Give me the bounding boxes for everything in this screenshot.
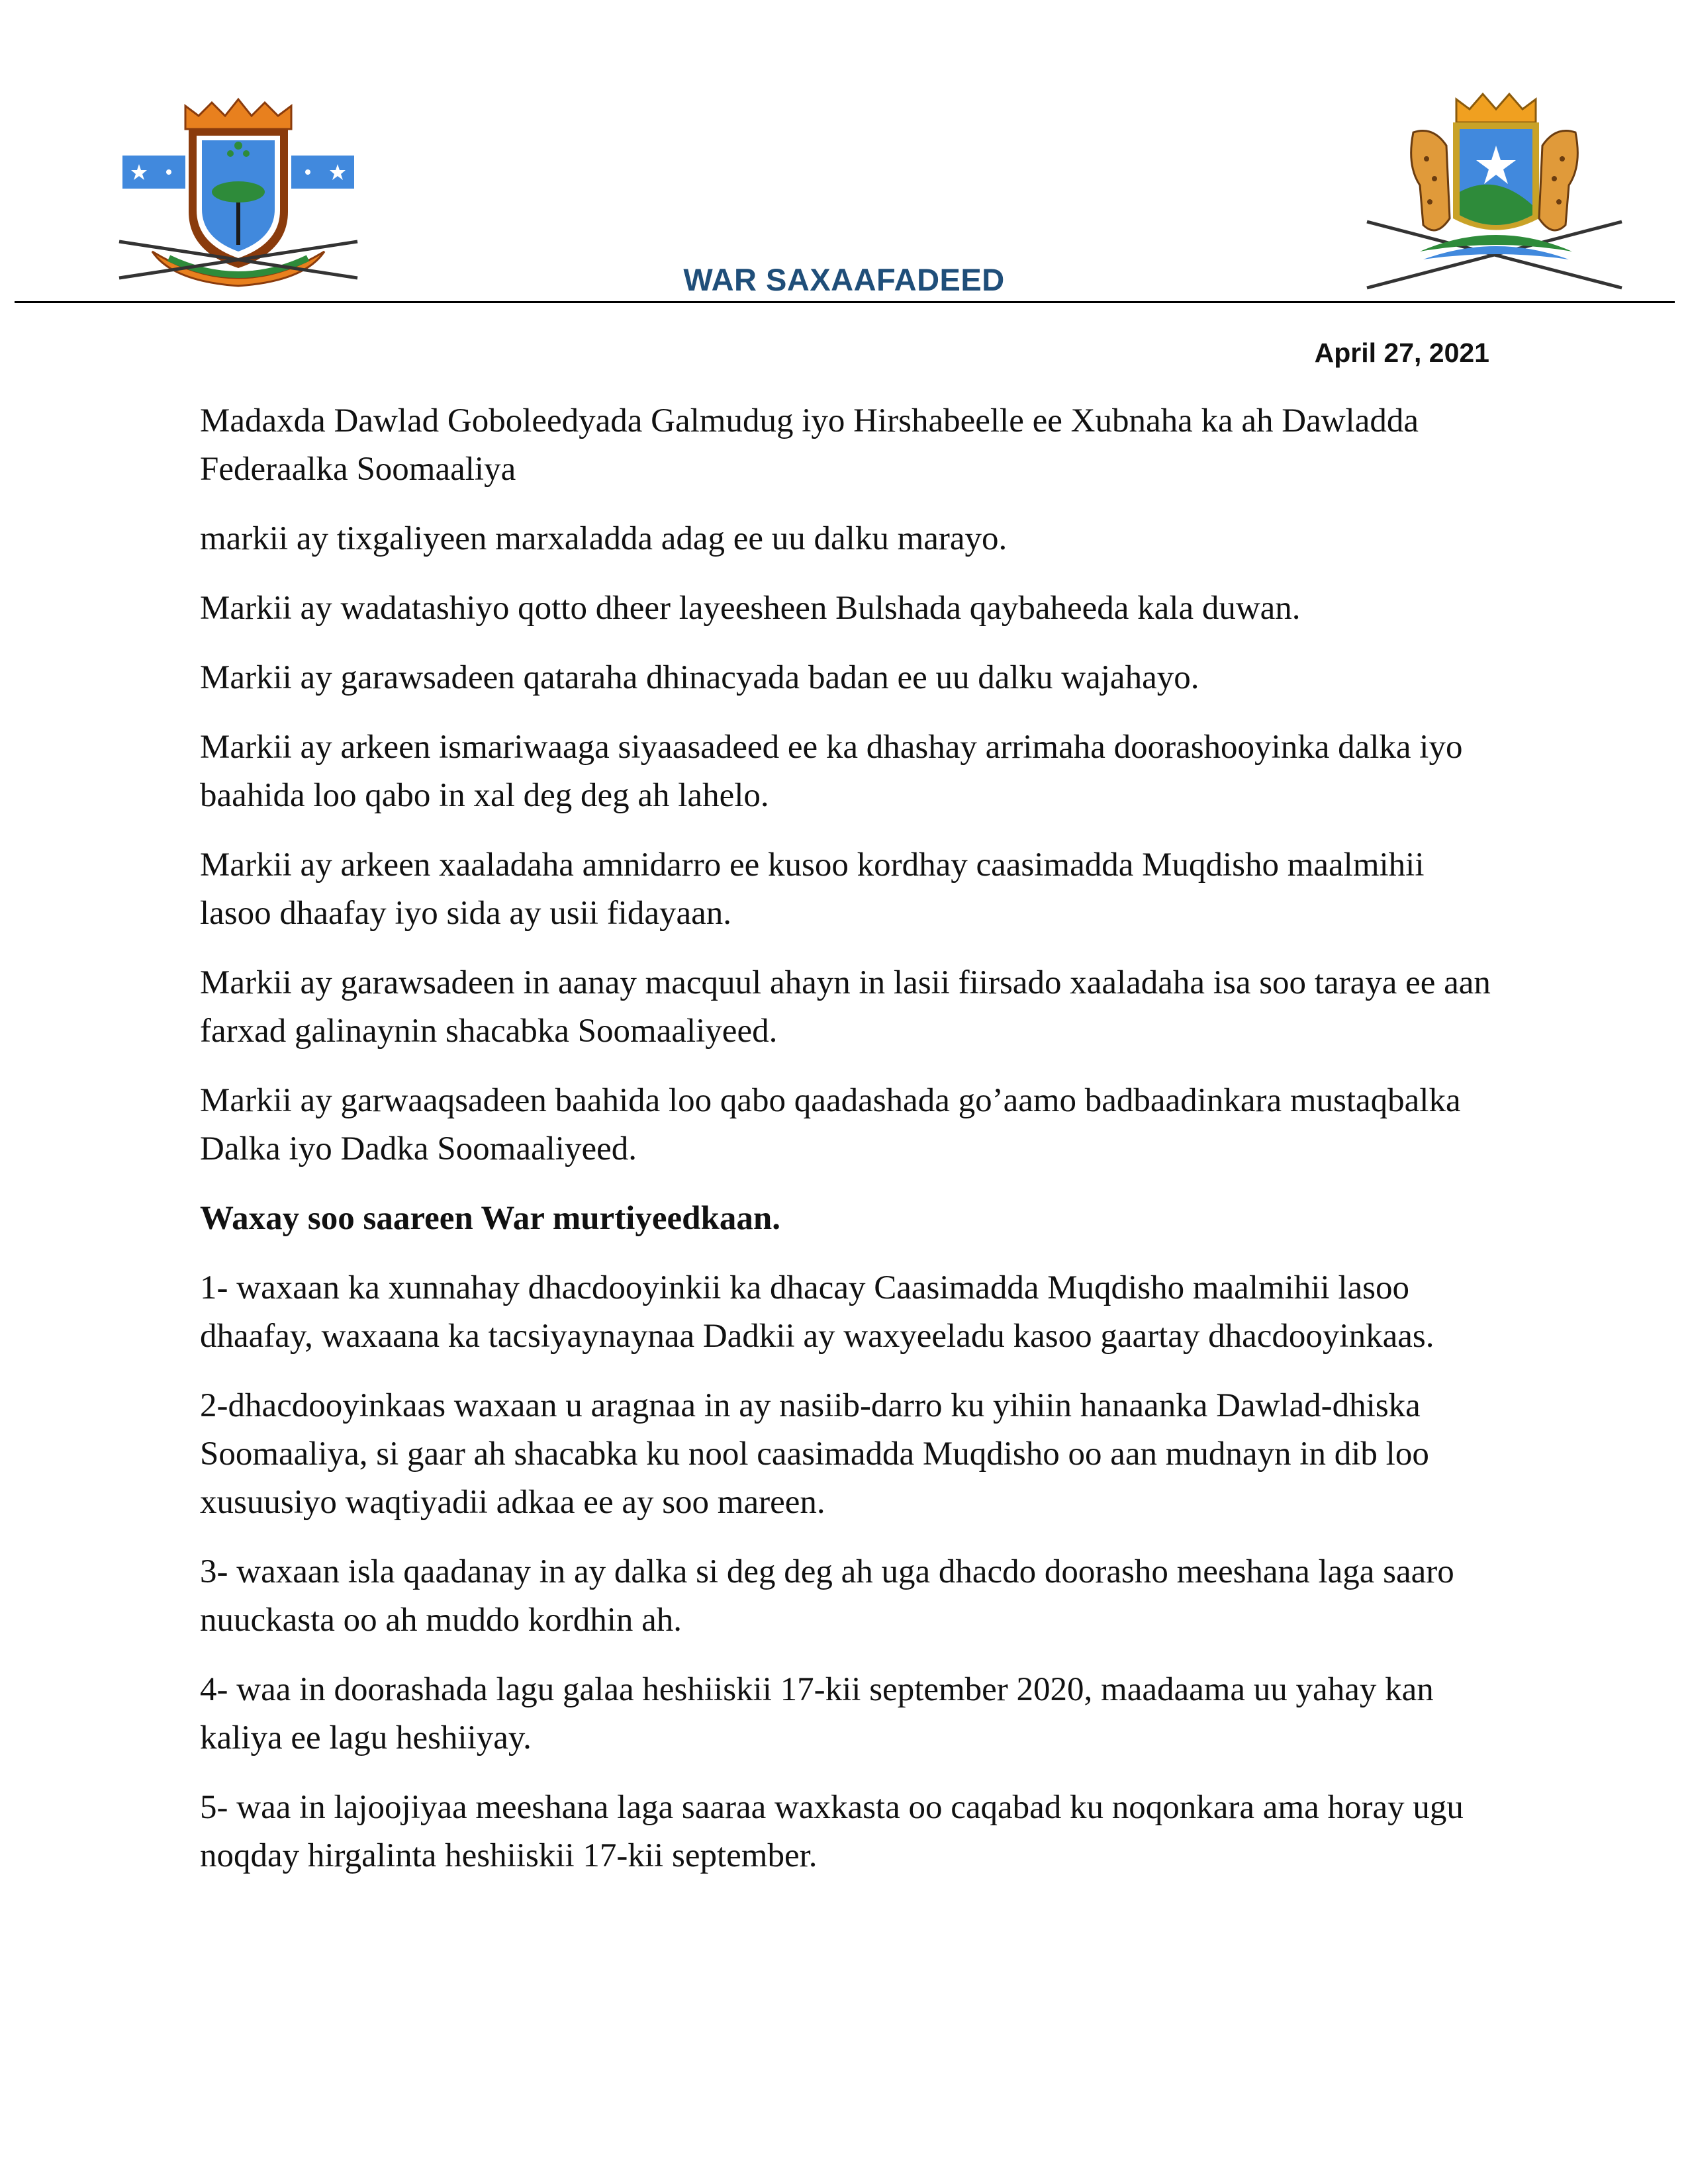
paragraph: Markii ay garawsadeen in aanay macquul ahayn in lasii fiirsado xaaladaha isa soo taraya ee aan farxad galinaynin shacabka Soomaaliyeed. bbox=[200, 964, 1491, 1050]
resolution-item: 5- waa in lajoojiyaa meeshana laga saaraa waxkasta oo caqabad ku noqonkara ama horay ugu noqday hirgalinta heshiiskii 17-kii september. bbox=[200, 1789, 1464, 1874]
paragraph: markii ay tixgaliyeen marxaladda adag ee uu dalku marayo. bbox=[200, 520, 1008, 557]
paragraph: Markii ay garwaaqsadeen baahida loo qabo qaadashada go’aamo badbaadinkara mustaqbalka Dalka iyo Dadka Soomaaliyeed. bbox=[200, 1082, 1461, 1167]
paragraph: Madaxda Dawlad Goboleedyada Galmudug iyo Hirshabeelle ee Xubnaha ka ah Dawladda Federaalka Soomaaliya bbox=[200, 402, 1419, 488]
document-title: WAR SAXAAFADEED bbox=[683, 262, 1005, 297]
paragraph: Markii ay arkeen xaaladaha amnidarro ee kusoo kordhay caasimadda Muqdisho maalmihii lasoo dhaafay iyo sida ay usii fidayaan. bbox=[200, 846, 1425, 932]
resolution-item: 3- waxaan isla qaadanay in ay dalka si deg deg ah uga dhacdo doorasho meeshana laga saaro nuuckasta oo ah muddo kordhin ah. bbox=[200, 1553, 1454, 1639]
document-body bbox=[200, 397, 1497, 1901]
resolution-item: 4- waa in doorashada lagu galaa heshiiskii 17-kii september 2020, maadaama uu yahay kan kaliya ee lagu heshiiyay. bbox=[200, 1671, 1434, 1756]
resolution-item: 2-dhacdooyinkaas waxaan u aragnaa in ay nasiib-darro ku yihiin hanaanka Dawlad-dhiska Soomaaliya, si gaar ah shacabka ku nool caasimadda Muqdisho oo aan mudnayn in dib loo xusuusiyo waqtiyadii adkaa ee ay soo mareen. bbox=[200, 1387, 1429, 1521]
document-date: April 27, 2021 bbox=[1314, 338, 1489, 368]
paragraph: Markii ay garawsadeen qataraha dhinacyada badan ee uu dalku wajahayo. bbox=[200, 659, 1199, 696]
paragraph: Markii ay wadatashiyo qotto dheer layeesheen Bulshada qaybaheeda kala duwan. bbox=[200, 590, 1301, 627]
resolution-item: 1- waxaan ka xunnahay dhacdooyinkii ka dhacay Caasimadda Muqdisho maalmihii lasoo dhaafay, waxaana ka tacsiyaynaynaa Dadkii ay waxyeeladu kasoo gaartay dhacdooyinkaas. bbox=[200, 1269, 1434, 1355]
section-heading: Waxay soo saareen War murtiyeedkaan. bbox=[200, 1200, 780, 1237]
paragraph: Markii ay arkeen ismariwaaga siyaasadeed ee ka dhashay arrimaha doorashooyinka dalka iyo baahida loo qabo in xal deg deg ah lahelo. bbox=[200, 729, 1463, 814]
header-divider bbox=[15, 301, 1675, 303]
